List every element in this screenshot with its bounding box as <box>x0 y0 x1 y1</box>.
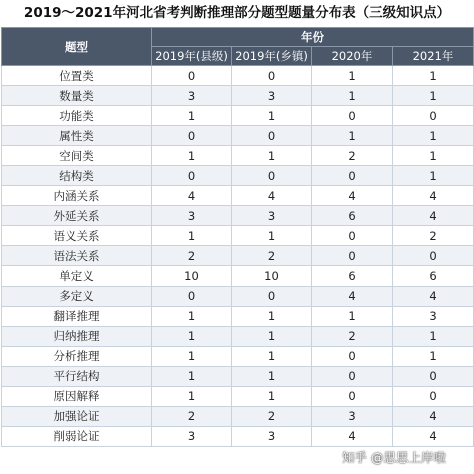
cell-2021: 6 <box>393 266 474 286</box>
cell-2021: 1 <box>393 146 474 166</box>
cell-2021: 3 <box>393 306 474 326</box>
row-type: 多定义 <box>2 286 152 306</box>
cell-2021: 1 <box>393 86 474 106</box>
cell-2020: 0 <box>312 166 393 186</box>
table-body <box>2 66 474 447</box>
table-row <box>2 426 474 446</box>
cell-2019-county: 2 <box>152 406 232 426</box>
cell-2021: 4 <box>393 206 474 226</box>
cell-2019-county: 0 <box>152 286 232 306</box>
cell-2019-township: 1 <box>232 226 312 246</box>
cell-2021: 1 <box>393 166 474 186</box>
header-row <box>2 28 474 47</box>
cell-2019-township: 3 <box>232 426 312 446</box>
cell-2019-county: 10 <box>152 266 232 286</box>
table-row <box>2 326 474 346</box>
cell-2021: 0 <box>393 386 474 406</box>
cell-2020: 1 <box>312 306 393 326</box>
cell-2020: 0 <box>312 226 393 246</box>
cell-2020: 0 <box>312 346 393 366</box>
cell-2019-county: 1 <box>152 386 232 406</box>
cell-2020: 3 <box>312 406 393 426</box>
table-row <box>2 166 474 186</box>
type-column-header: 题型 <box>2 28 152 66</box>
row-type: 分析推理 <box>2 346 152 366</box>
cell-2021: 0 <box>393 366 474 386</box>
table-row <box>2 306 474 326</box>
table-row <box>2 366 474 386</box>
cell-2019-county: 1 <box>152 146 232 166</box>
table-row <box>2 86 474 106</box>
column-header-2019-township: 2019年(乡镇) <box>232 47 312 66</box>
row-type: 加强论证 <box>2 406 152 426</box>
cell-2021: 0 <box>393 106 474 126</box>
cell-2019-township: 1 <box>232 106 312 126</box>
cell-2019-township: 0 <box>232 126 312 146</box>
table-row <box>2 386 474 406</box>
cell-2019-county: 0 <box>152 66 232 86</box>
column-header-2020: 2020年 <box>312 47 393 66</box>
table-row <box>2 106 474 126</box>
table-row <box>2 66 474 86</box>
cell-2020: 0 <box>312 246 393 266</box>
cell-2019-township: 3 <box>232 86 312 106</box>
cell-2019-township: 2 <box>232 246 312 266</box>
cell-2020: 1 <box>312 66 393 86</box>
cell-2019-township: 4 <box>232 186 312 206</box>
row-type: 结构类 <box>2 166 152 186</box>
cell-2021: 1 <box>393 346 474 366</box>
cell-2021: 4 <box>393 286 474 306</box>
cell-2019-county: 1 <box>152 366 232 386</box>
cell-2019-township: 1 <box>232 326 312 346</box>
row-type: 数量类 <box>2 86 152 106</box>
cell-2019-township: 1 <box>232 346 312 366</box>
cell-2020: 1 <box>312 126 393 146</box>
row-type: 功能类 <box>2 106 152 126</box>
cell-2021: 1 <box>393 66 474 86</box>
table-row <box>2 346 474 366</box>
table-row <box>2 206 474 226</box>
row-type: 平行结构 <box>2 366 152 386</box>
row-type: 位置类 <box>2 66 152 86</box>
table-title: 2019～2021年河北省考判断推理部分题型题量分布表（三级知识点） <box>23 5 451 21</box>
table-row <box>2 406 474 426</box>
table-row <box>2 186 474 206</box>
cell-2019-township: 1 <box>232 306 312 326</box>
cell-2021: 4 <box>393 406 474 426</box>
row-type: 翻译推理 <box>2 306 152 326</box>
row-type: 归纳推理 <box>2 326 152 346</box>
cell-2019-township: 10 <box>232 266 312 286</box>
row-type: 外延关系 <box>2 206 152 226</box>
cell-2019-county: 1 <box>152 346 232 366</box>
cell-2019-township: 1 <box>232 366 312 386</box>
cell-2020: 0 <box>312 386 393 406</box>
cell-2020: 2 <box>312 146 393 166</box>
table-row <box>2 146 474 166</box>
year-group-header: 年份 <box>152 28 474 47</box>
row-type: 削弱论证 <box>2 426 152 446</box>
cell-2020: 4 <box>312 186 393 206</box>
cell-2019-county: 3 <box>152 206 232 226</box>
row-type: 语法关系 <box>2 246 152 266</box>
cell-2020: 0 <box>312 106 393 126</box>
table-row <box>2 246 474 266</box>
cell-2019-township: 0 <box>232 286 312 306</box>
cell-2019-township: 1 <box>232 386 312 406</box>
cell-2021: 4 <box>393 186 474 206</box>
row-type: 属性类 <box>2 126 152 146</box>
row-type: 内涵关系 <box>2 186 152 206</box>
cell-2020: 0 <box>312 366 393 386</box>
cell-2019-county: 0 <box>152 166 232 186</box>
cell-2019-county: 1 <box>152 106 232 126</box>
cell-2020: 4 <box>312 426 393 446</box>
cell-2019-township: 3 <box>232 206 312 226</box>
cell-2019-county: 1 <box>152 226 232 246</box>
cell-2019-county: 3 <box>152 426 232 446</box>
cell-2021: 2 <box>393 226 474 246</box>
cell-2021: 4 <box>393 426 474 446</box>
row-type: 语义关系 <box>2 226 152 246</box>
table-row <box>2 266 474 286</box>
cell-2019-county: 0 <box>152 126 232 146</box>
cell-2019-county: 1 <box>152 326 232 346</box>
table-row <box>2 286 474 306</box>
cell-2019-township: 0 <box>232 166 312 186</box>
table-row <box>2 126 474 146</box>
table-row <box>2 226 474 246</box>
distribution-table <box>1 27 474 447</box>
row-type: 单定义 <box>2 266 152 286</box>
cell-2021: 1 <box>393 126 474 146</box>
column-header-2021: 2021年 <box>393 47 474 66</box>
column-header-2019-county: 2019年(县级) <box>152 47 232 66</box>
cell-2021: 0 <box>393 246 474 266</box>
cell-2019-township: 0 <box>232 66 312 86</box>
row-type: 原因解释 <box>2 386 152 406</box>
cell-2019-township: 1 <box>232 146 312 166</box>
cell-2019-township: 2 <box>232 406 312 426</box>
cell-2020: 2 <box>312 326 393 346</box>
cell-2020: 6 <box>312 206 393 226</box>
cell-2019-county: 2 <box>152 246 232 266</box>
cell-2019-county: 3 <box>152 86 232 106</box>
cell-2020: 6 <box>312 266 393 286</box>
cell-2020: 1 <box>312 86 393 106</box>
cell-2021: 1 <box>393 326 474 346</box>
cell-2020: 4 <box>312 286 393 306</box>
watermark: 知乎 @思思上岸啦 <box>342 450 446 465</box>
cell-2019-county: 4 <box>152 186 232 206</box>
cell-2019-county: 1 <box>152 306 232 326</box>
row-type: 空间类 <box>2 146 152 166</box>
